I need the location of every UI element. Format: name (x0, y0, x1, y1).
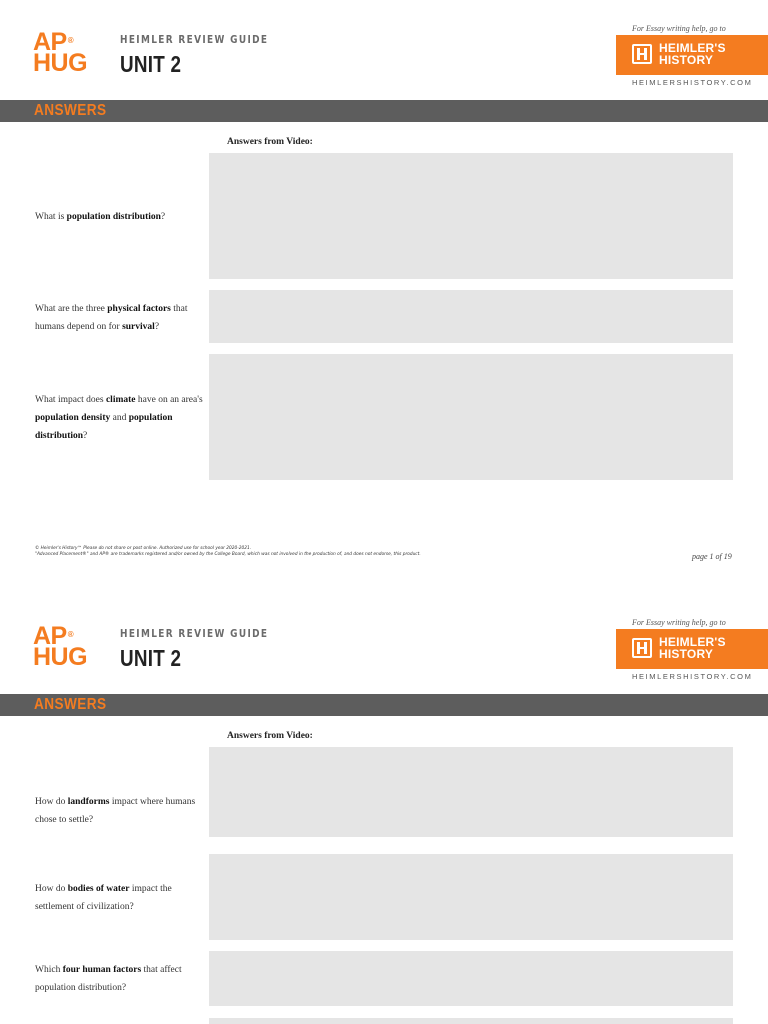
question-text: How do bodies of water impact the settlement of civilization? (35, 884, 172, 912)
website-link[interactable]: HEIMLERSHISTORY.COM (632, 78, 753, 87)
hh-logo-text: HEIMLER'S HISTORY (659, 41, 726, 67)
question-text: What are the three physical factors that humans depend on for survival? (35, 304, 188, 332)
answers-bar (0, 100, 768, 122)
hh-monogram-icon (632, 638, 652, 658)
answer-box[interactable] (209, 951, 733, 1006)
section-label: ANSWERS (34, 102, 107, 119)
essay-help-note: For Essay writing help, go to (632, 24, 726, 33)
guide-label: HEIMLER REVIEW GUIDE (120, 34, 269, 46)
hh-logo-text: HEIMLER'S HISTORY (659, 635, 726, 661)
copyright-footer: © Heimler's History™ Please do not share or post online. Authorized use for school year 2020-2021. "Advanced Placement®" and AP® are trademarks registered and/or owned by the College Board, which was not involved in the production of, and does not endorse, this product. (35, 546, 421, 557)
unit-title: UNIT 2 (120, 645, 182, 671)
website-link[interactable]: HEIMLERSHISTORY.COM (632, 672, 753, 681)
essay-help-note: For Essay writing help, go to (632, 618, 726, 627)
heimlers-history-logo[interactable] (616, 35, 768, 75)
hh-monogram-icon (632, 44, 652, 64)
ap-hug-logo: AP® HUG (33, 28, 88, 77)
question-text: Which four human factors that affect population distribution? (35, 965, 182, 993)
section-label: ANSWERS (34, 696, 107, 713)
answer-box[interactable] (209, 290, 733, 343)
worksheet-page-2 (0, 594, 768, 1024)
question-text: What is population distribution? (35, 212, 166, 222)
guide-label: HEIMLER REVIEW GUIDE (120, 628, 269, 640)
question-text: How do landforms impact where humans chose to settle? (35, 797, 196, 825)
answers-from-video-heading: Answers from Video: (227, 137, 313, 147)
ap-hug-logo: AP® HUG (33, 622, 88, 671)
answer-box[interactable] (209, 354, 733, 480)
question-text: What impact does climate have on an area's population density and population distribution? (35, 395, 203, 441)
answer-box[interactable] (209, 747, 733, 837)
answers-from-video-heading: Answers from Video: (227, 731, 313, 741)
heimlers-history-logo[interactable] (616, 629, 768, 669)
answer-box[interactable] (209, 153, 733, 279)
answers-bar (0, 694, 768, 716)
unit-title: UNIT 2 (120, 51, 182, 77)
answer-box[interactable] (209, 1018, 733, 1024)
answer-box[interactable] (209, 854, 733, 940)
page-number: page 1 of 19 (692, 552, 732, 561)
